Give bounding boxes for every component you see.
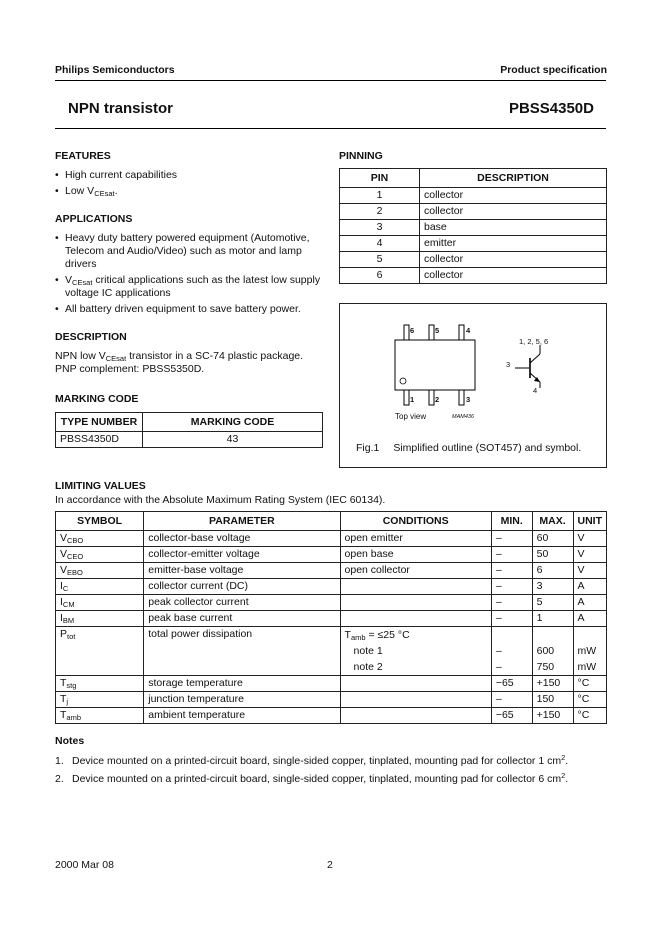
table-row: PBSS4350D 43 bbox=[56, 432, 323, 448]
limiting-values-intro: In accordance with the Absolute Maximum Rating System (IEC 60134). bbox=[55, 494, 386, 506]
emitter-label: 4 bbox=[533, 386, 538, 395]
part-number-title: PBSS4350D bbox=[508, 100, 594, 117]
application-item: • $V_{CEsat}$ critical applications such as the latest low supply voltage IC applications bbox=[55, 274, 327, 300]
features-heading: FEATURES bbox=[55, 150, 111, 162]
notes-heading: Notes bbox=[55, 735, 85, 747]
marking-code-table bbox=[55, 412, 323, 448]
table-row: $I_C$ collector current (DC) – 3 A bbox=[56, 579, 607, 595]
description-text: NPN low $V_{CEsat}$ transistor in a SC-74 plastic package. PNP complement: PBSS5350D. bbox=[55, 350, 304, 375]
table-row: $V_{CEO}$ collector-emitter voltage open base – 50 V bbox=[56, 547, 607, 563]
pin-label: 4 bbox=[466, 326, 471, 335]
application-item: • Heavy duty battery powered equipment (Automotive, Telecom and Audio/Video) such as motor and lamp drivers bbox=[55, 232, 327, 271]
table-row: 3 base bbox=[340, 220, 607, 236]
table-row: 4 emitter bbox=[340, 236, 607, 252]
figure-code: MAM436 bbox=[452, 414, 475, 420]
pin-col-header: PIN bbox=[340, 169, 420, 188]
table-row: $I_{BM}$ peak base current – 1 A bbox=[56, 611, 607, 627]
collector-label: 1, 2, 5, 6 bbox=[519, 337, 549, 346]
features-list bbox=[55, 169, 327, 198]
footer-date: 2000 Mar 08 bbox=[55, 859, 114, 871]
table-row: 5 collector bbox=[340, 252, 607, 268]
pinning-table bbox=[339, 168, 607, 284]
marking-code-heading: MARKING CODE bbox=[55, 393, 139, 405]
pin-label: 5 bbox=[435, 326, 440, 335]
col-unit: UNIT bbox=[573, 512, 607, 531]
base-label: 3 bbox=[506, 360, 511, 369]
pin-label: 1 bbox=[410, 395, 415, 404]
table-row: $P_{tot}$ total power dissipation $T_{amb} = \le 25$ °C note 1 note 2 – – 600 750 mW mW bbox=[56, 627, 607, 676]
table-row: $V_{CBO}$ collector-base voltage open emitter – 60 V bbox=[56, 531, 607, 547]
application-item: • All battery driven equipment to save battery power. bbox=[55, 303, 327, 316]
pin-label: 2 bbox=[435, 395, 440, 404]
pinning-heading: PINNING bbox=[339, 150, 383, 162]
feature-item: • High current capabilities bbox=[55, 169, 327, 182]
company-name: Philips Semiconductors bbox=[55, 64, 175, 76]
top-view-label: Top view bbox=[395, 412, 427, 421]
feature-item: • Low $V_{CEsat}$. bbox=[55, 185, 327, 198]
col-min: MIN. bbox=[491, 512, 532, 531]
product-type-title: NPN transistor bbox=[68, 100, 174, 117]
col-max: MAX. bbox=[532, 512, 573, 531]
header-rule bbox=[55, 80, 606, 81]
table-row: $V_{EBO}$ emitter-base voltage open collector – 6 V bbox=[56, 563, 607, 579]
marking-col-type: TYPE NUMBER bbox=[56, 413, 143, 432]
table-row: 2 collector bbox=[340, 204, 607, 220]
figure-box bbox=[339, 303, 607, 468]
note-item: 2. Device mounted on a printed-circuit board, single-sided copper, tinplated, mounting pad for collector 6 $cm^2$. bbox=[55, 771, 569, 785]
document-type: Product specification bbox=[500, 64, 607, 76]
table-row: $I_{CM}$ peak collector current – 5 A bbox=[56, 595, 607, 611]
limiting-values-table bbox=[55, 511, 607, 724]
table-row: $T_{stg}$ storage temperature −65 +150 °C bbox=[56, 676, 607, 692]
title-rule bbox=[55, 128, 606, 129]
table-row: $T_{amb}$ ambient temperature −65 +150 °C bbox=[56, 708, 607, 724]
table-row: $T_j$ junction temperature – 150 °C bbox=[56, 692, 607, 708]
col-conditions: CONDITIONS bbox=[340, 512, 491, 531]
marking-col-code: MARKING CODE bbox=[143, 413, 323, 432]
applications-list bbox=[55, 232, 327, 316]
table-row: 1 collector bbox=[340, 188, 607, 204]
description-heading: DESCRIPTION bbox=[55, 331, 127, 343]
left-column bbox=[55, 150, 327, 448]
pin-label: 3 bbox=[466, 395, 471, 404]
applications-heading: APPLICATIONS bbox=[55, 213, 133, 225]
table-row: 6 collector bbox=[340, 268, 607, 284]
page-number: 2 bbox=[327, 859, 333, 871]
notes-section bbox=[55, 735, 615, 791]
limiting-values-heading: LIMITING VALUES bbox=[55, 480, 146, 492]
figure-caption: Fig.1 Simplified outline (SOT457) and symbol. bbox=[356, 442, 582, 454]
col-symbol: SYMBOL bbox=[56, 512, 144, 531]
note-item: 1. Device mounted on a printed-circuit board, single-sided copper, tinplated, mounting pad for collector 1 $cm^2$. bbox=[55, 753, 569, 767]
description-col-header: DESCRIPTION bbox=[420, 169, 607, 188]
col-parameter: PARAMETER bbox=[144, 512, 340, 531]
pin-label: 6 bbox=[410, 326, 415, 335]
